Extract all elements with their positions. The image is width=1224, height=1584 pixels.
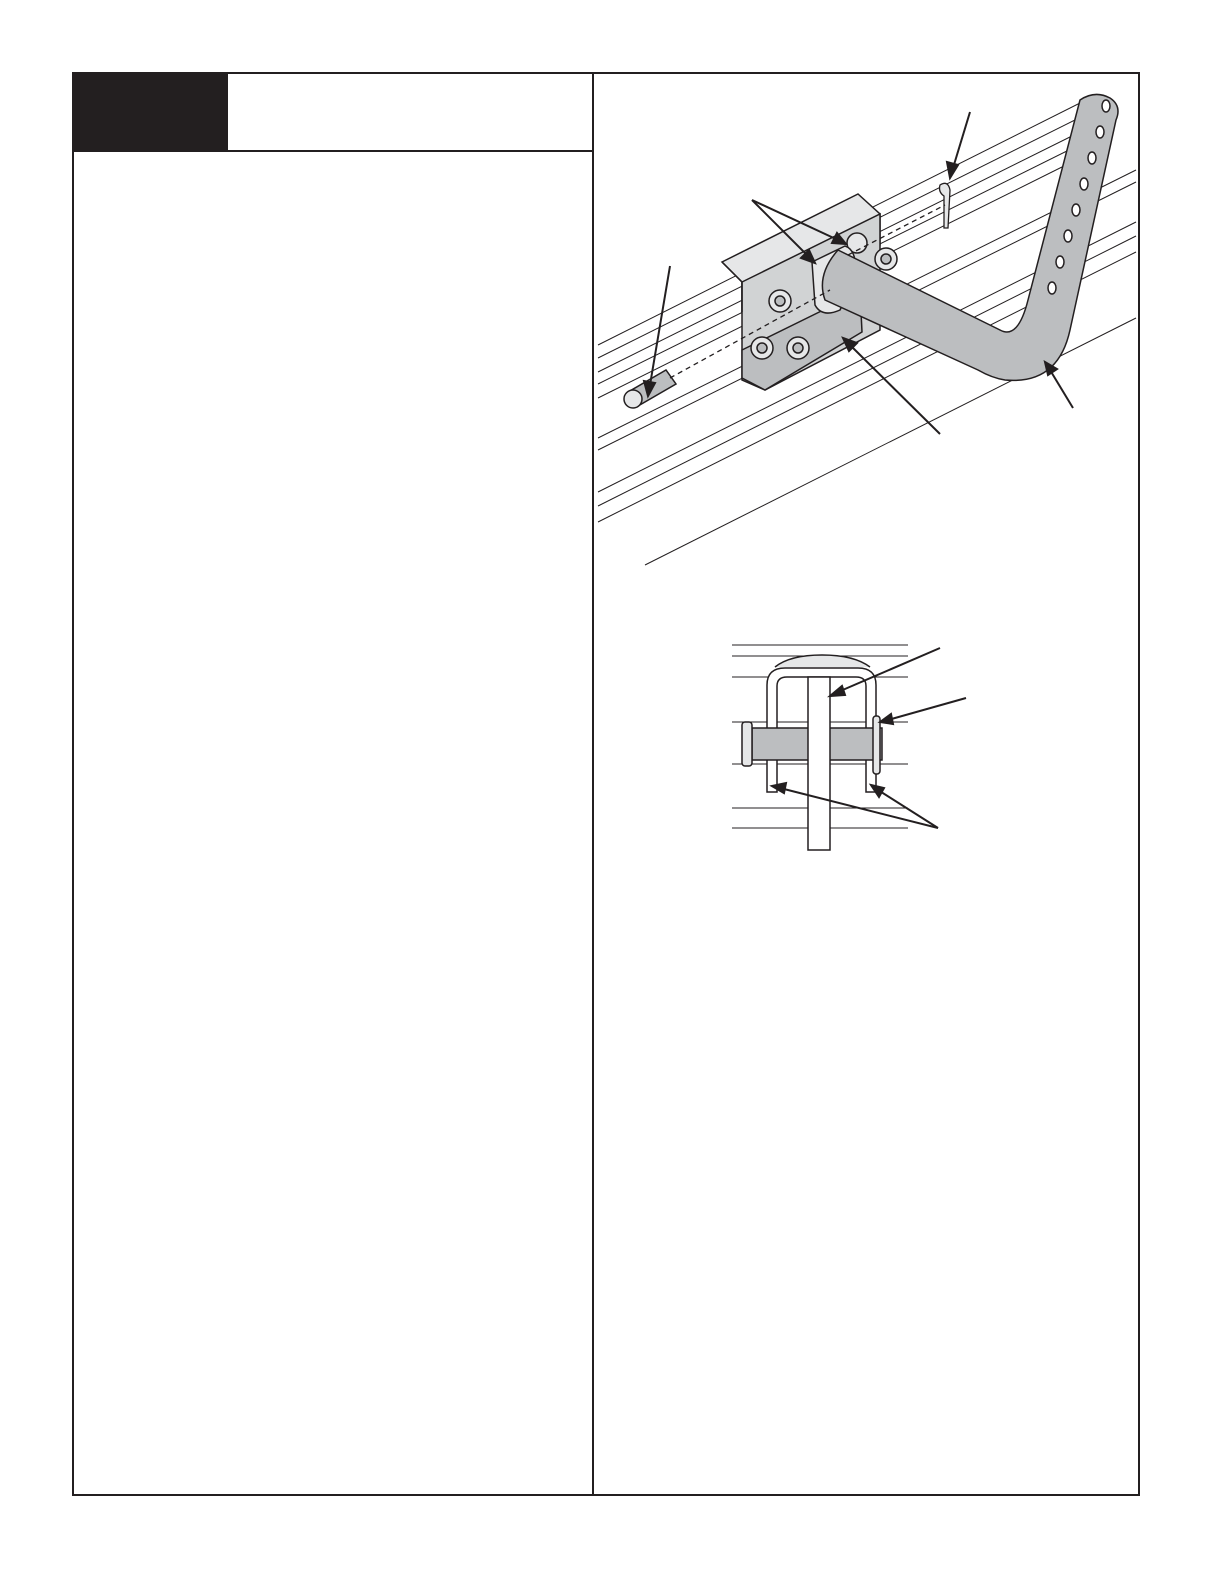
header-rule (72, 150, 594, 152)
step-title (244, 72, 584, 152)
bracket-pin-detail-illustration (720, 630, 980, 860)
bracket-arm-assembly-illustration (594, 74, 1138, 574)
step-number-block (72, 72, 228, 152)
detail-arm (808, 677, 830, 850)
